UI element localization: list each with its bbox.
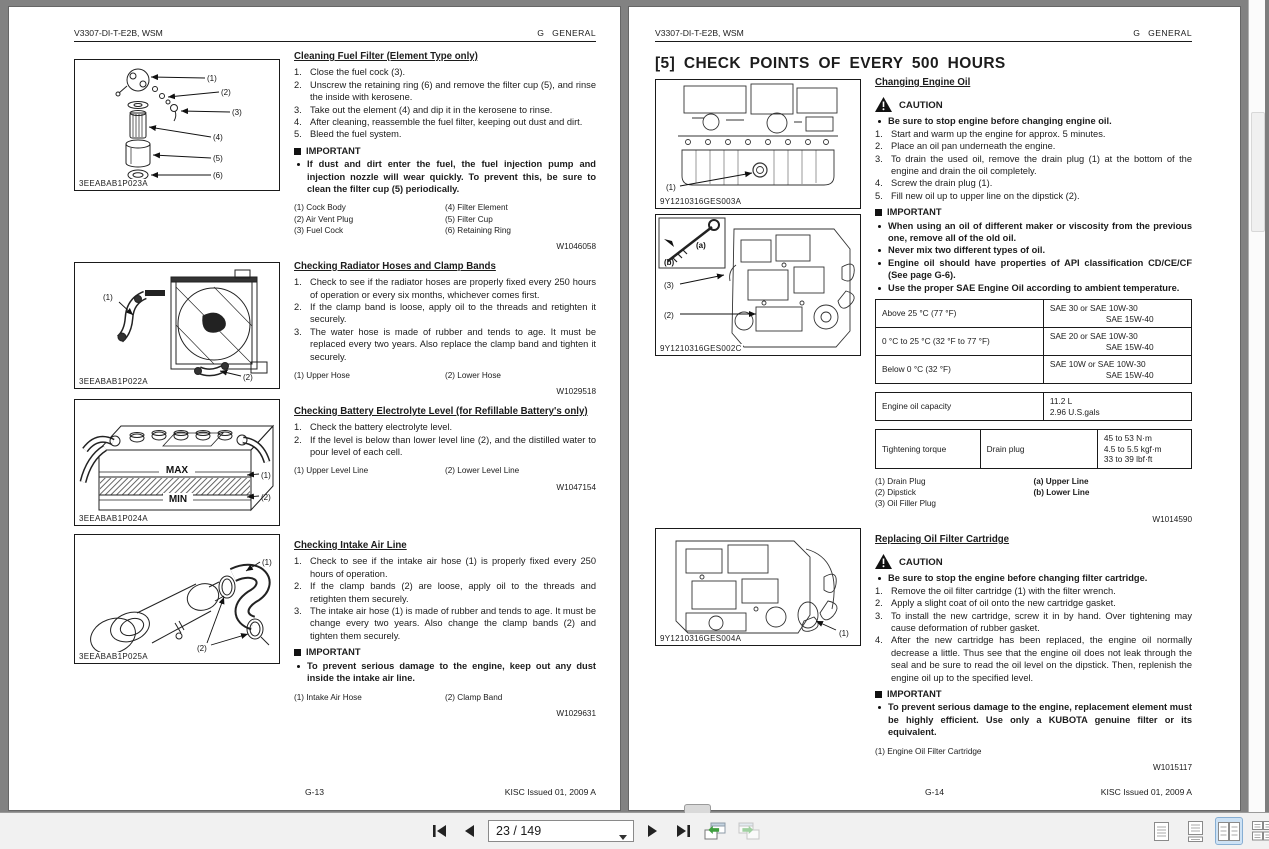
step-number: 1.	[294, 277, 302, 288]
legend-item: (2) Clamp Band	[445, 692, 503, 702]
table-row	[876, 430, 1192, 469]
important-bullet	[875, 282, 1192, 294]
section-heading: Checking Battery Electrolyte Level (for Refillable Battery's only)	[294, 405, 588, 417]
important-label: IMPORTANT	[887, 688, 942, 699]
single-page-icon	[1153, 821, 1170, 842]
figure-legend	[294, 692, 596, 703]
step-number: 2.	[294, 301, 302, 312]
oil-grade: SAE 15W-40	[1105, 341, 1154, 352]
step	[294, 605, 596, 642]
step-number: 5.	[294, 129, 302, 140]
section-code: G GENERAL	[1133, 28, 1192, 38]
table-row	[876, 300, 1192, 328]
table-cell	[1043, 393, 1191, 421]
page-g14	[629, 7, 1240, 810]
figure-legend	[875, 746, 1192, 757]
table-cell	[1043, 328, 1191, 356]
next-view-icon	[737, 822, 761, 841]
page-number: G-14	[924, 787, 945, 797]
step	[294, 104, 596, 116]
important-label: IMPORTANT	[887, 207, 942, 218]
step-text: Remove the oil filter cartridge (1) with the filter wrench.	[891, 585, 1116, 596]
first-page-button[interactable]	[428, 819, 450, 843]
step-text: Close the fuel cock (3).	[310, 67, 406, 78]
legend-item: (2) Lower Hose	[445, 371, 501, 381]
step-number: 1.	[294, 422, 302, 433]
step	[294, 301, 596, 326]
next-page-button[interactable]	[642, 819, 664, 843]
table-cell	[1043, 300, 1191, 328]
figure-label: (6)	[213, 171, 223, 180]
section-cleaning-fuel-filter	[294, 51, 596, 254]
table-cell: Below 0 °C (32 °F)	[876, 356, 1044, 384]
figure-caption: 3EEABAB1P023A	[79, 179, 148, 188]
ref-code: W1046058	[556, 242, 596, 252]
oil-grade: SAE 15W-40	[1105, 369, 1154, 380]
step	[875, 610, 1192, 635]
page-number-combobox[interactable]	[488, 820, 634, 842]
ref-code: W1029518	[556, 387, 596, 397]
step	[875, 597, 1192, 609]
step-text: If the clamp bands (2) are loose, apply oil to the threads and retighten them securely.	[310, 581, 596, 604]
section-changing-engine-oil	[875, 77, 1192, 527]
step-number: 1.	[875, 585, 883, 596]
scrollbar-thumb[interactable]	[1251, 112, 1265, 232]
step	[294, 326, 596, 363]
chapter-title: [5] CHECK POINTS OF EVERY 500 HOURS	[655, 55, 1006, 72]
capacity-value: 2.96 U.S.gals	[1049, 406, 1100, 417]
figure-radiator	[74, 262, 280, 389]
figure-label: (1)	[261, 471, 271, 480]
inset-label: (a)	[696, 241, 706, 250]
figure-label: (3)	[232, 108, 242, 117]
step	[294, 128, 596, 140]
bullet-icon	[875, 572, 888, 584]
figure-dipstick	[655, 214, 861, 356]
step	[875, 177, 1192, 189]
torque-value: 45 to 53 N·m	[1103, 433, 1152, 444]
ref-code: W1015117	[1153, 762, 1192, 772]
important-text: Use the proper SAE Engine Oil according to ambient temperature.	[888, 282, 1180, 293]
step	[294, 276, 596, 301]
figure-drain-plug	[655, 79, 861, 209]
figure-label: (2)	[243, 373, 253, 382]
figure-label: (5)	[213, 154, 223, 163]
section-radiator-hoses	[294, 261, 596, 399]
step-text: If the clamp band is loose, apply oil to the threads and retighten it securely.	[310, 301, 596, 325]
step	[875, 190, 1192, 202]
step-number: 4.	[294, 117, 302, 128]
important-square-icon	[875, 691, 882, 698]
important-bullet	[294, 660, 596, 685]
important-bullet	[875, 244, 1192, 256]
legend-item: (1) Intake Air Hose	[294, 692, 362, 702]
bullet-icon	[875, 257, 888, 282]
ref-code: W1014590	[1152, 515, 1192, 525]
step-text: Apply a slight coat of oil onto the new cartridge gasket.	[891, 598, 1116, 609]
last-page-button[interactable]	[672, 819, 694, 843]
next-view-button[interactable]	[736, 819, 762, 843]
step-number: 1.	[294, 556, 302, 567]
caution-text: Be sure to stop the engine before changing filter cartridge.	[888, 573, 1148, 584]
legend-item: (2) Dipstick	[875, 487, 916, 497]
toolbar-handle-notch[interactable]	[684, 804, 711, 813]
figure-fuel-filter	[74, 59, 280, 191]
section-heading: Changing Engine Oil	[875, 77, 971, 88]
section-intake-air-line	[294, 540, 596, 720]
figure-legend	[294, 370, 596, 381]
page-number: G-13	[304, 787, 325, 797]
doc-model-code: V3307-DI-T-E2B, WSM	[74, 28, 163, 38]
caution-bullet	[875, 572, 1192, 584]
step	[294, 555, 596, 580]
step-number: 3.	[875, 153, 883, 164]
caution-heading	[875, 554, 1192, 569]
step-number: 1.	[294, 67, 302, 78]
battery-illustration	[75, 400, 279, 525]
step-number: 2.	[875, 598, 883, 609]
section-heading: Checking Radiator Hoses and Clamp Bands	[294, 260, 496, 272]
page-header	[74, 28, 596, 42]
single-page-view-button[interactable]	[1148, 818, 1174, 844]
important-heading	[875, 206, 1192, 218]
important-text: To prevent serious damage to the engine, keep out any dust inside the intake air line.	[307, 660, 596, 684]
step	[294, 79, 596, 104]
radiator-illustration	[75, 263, 279, 388]
step-number: 3.	[294, 326, 302, 337]
capacity-value: 11.2 L	[1049, 396, 1073, 407]
legend-item: (5) Filter Cup	[445, 214, 493, 224]
caution-icon	[875, 554, 892, 569]
step	[294, 66, 596, 78]
figure-caption: 3EEABAB1P025A	[79, 652, 148, 661]
step-number: 2.	[294, 434, 302, 445]
battery-min-label: MIN	[168, 494, 188, 505]
bullet-icon	[875, 282, 888, 294]
dipstick-illustration	[656, 215, 860, 355]
previous-page-icon	[463, 824, 475, 838]
table-cell	[1097, 430, 1191, 469]
bullet-icon	[875, 115, 888, 127]
figure-caption: 3EEABAB1P024A	[79, 514, 148, 523]
step-text: Fill new oil up to upper line on the dipstick (2).	[891, 190, 1080, 201]
tightening-torque-table	[875, 429, 1192, 469]
dropdown-arrow-icon[interactable]	[619, 829, 627, 843]
figure-label: (2)	[221, 88, 231, 97]
step-number: 5.	[875, 190, 883, 201]
step-text: Check the battery electrolyte level.	[310, 422, 453, 433]
caution-label: CAUTION	[899, 100, 943, 111]
legend-item: (b) Lower Line	[1033, 487, 1090, 497]
table-cell: Above 25 °C (77 °F)	[876, 300, 1044, 328]
important-square-icon	[294, 148, 301, 155]
step-number: 2.	[294, 79, 302, 90]
legend-item: (1) Upper Level Line	[294, 466, 369, 476]
step	[875, 153, 1192, 178]
step-text: Unscrew the retaining ring (6) and remove the filter cup (5), and rinse the inside with kerosene.	[310, 79, 596, 103]
bullet-icon	[294, 158, 307, 195]
last-page-icon	[675, 824, 692, 838]
oil-filter-illustration	[656, 529, 860, 645]
bullet-icon	[875, 220, 888, 245]
page-footer	[9, 787, 620, 798]
step	[294, 434, 596, 459]
page-footer	[629, 787, 1240, 798]
important-square-icon	[294, 649, 301, 656]
step-text: Check to see if the intake air hose (1) is properly fixed every 250 hours of operation.	[310, 556, 596, 579]
figure-legend	[875, 476, 1192, 510]
important-heading	[294, 145, 596, 157]
table-cell: Drain plug	[980, 430, 1097, 469]
step-text: The intake air hose (1) is made of rubber and tends to age. It must be change every two years. Also change the clamp bands (2) and tighten them securely.	[310, 606, 596, 641]
step	[294, 580, 596, 605]
important-bullet	[875, 257, 1192, 282]
next-page-icon	[647, 824, 659, 838]
figure-oil-filter	[655, 528, 861, 646]
figure-label: (1)	[207, 74, 217, 83]
step	[875, 140, 1192, 152]
inset-label: (b)	[664, 258, 675, 267]
step-number: 2.	[294, 581, 302, 592]
torque-value: 33 to 39 lbf·ft	[1103, 454, 1153, 465]
doc-model-code: V3307-DI-T-E2B, WSM	[655, 28, 744, 38]
step-text: Start and warm up the engine for approx. 5 minutes.	[891, 128, 1106, 139]
step-text: After the new cartridge has been replaced, the engine oil normally decrease a little. Thus see that the engine oil does not leak through the seal and be sure to read the oil level on the dipstick. Then, replenish the engine oil up to the specified level.	[891, 635, 1192, 683]
intake-air-illustration	[75, 535, 279, 663]
bullet-icon	[875, 244, 888, 256]
step-number: 1.	[875, 128, 883, 139]
figure-legend	[294, 202, 596, 236]
step-text: Screw the drain plug (1).	[891, 178, 993, 189]
section-code: G GENERAL	[537, 28, 596, 38]
table-cell: Tightening torque	[876, 430, 981, 469]
important-bullet	[875, 220, 1192, 245]
figure-label: (1)	[103, 293, 113, 302]
legend-item: (3) Fuel Cock	[294, 226, 344, 236]
figure-label: (2)	[261, 493, 271, 502]
page-g13	[9, 7, 620, 810]
important-bullet	[875, 701, 1192, 738]
legend-item: (4) Filter Element	[445, 203, 508, 213]
step	[875, 634, 1192, 684]
legend-item: (a) Upper Line	[1033, 476, 1089, 486]
legend-item: (2) Lower Level Line	[445, 466, 520, 476]
caution-text: Be sure to stop engine before changing engine oil.	[888, 116, 1112, 127]
figure-label: (1)	[666, 183, 676, 192]
fuel-filter-illustration	[75, 60, 279, 190]
important-label: IMPORTANT	[306, 647, 361, 658]
table-cell: 0 °C to 25 °C (32 °F to 77 °F)	[876, 328, 1044, 356]
vertical-scrollbar[interactable]	[1248, 0, 1265, 812]
continuous-page-icon	[1187, 820, 1204, 842]
ref-code: W1029631	[556, 708, 596, 718]
bullet-icon	[294, 660, 307, 685]
torque-value: 4.5 to 5.5 kgf·m	[1103, 443, 1162, 454]
figure-label: (2)	[197, 644, 207, 653]
step	[294, 421, 596, 433]
legend-item: (3) Oil Filler Plug	[875, 499, 936, 509]
important-heading	[294, 646, 596, 658]
two-page-view-button[interactable]	[1216, 818, 1242, 844]
section-heading: Checking Intake Air Line	[294, 540, 407, 552]
figure-caption: 9Y1210316GES003A	[660, 197, 742, 206]
important-square-icon	[875, 209, 882, 216]
important-text: Never mix two different types of oil.	[888, 245, 1046, 256]
figure-intake-air-line	[74, 534, 280, 664]
step-number: 2.	[875, 141, 883, 152]
table-cell: Engine oil capacity	[876, 393, 1044, 421]
oil-grade: SAE 15W-40	[1105, 313, 1154, 324]
first-page-icon	[431, 824, 448, 838]
step-text: Bleed the fuel system.	[310, 129, 402, 140]
caution-bullet	[875, 115, 1192, 127]
window-edge	[1265, 0, 1269, 812]
drain-plug-illustration	[656, 80, 860, 208]
page-header	[655, 28, 1192, 42]
table-row	[876, 328, 1192, 356]
caution-label: CAUTION	[899, 556, 943, 568]
figure-caption: 9Y1210316GES002C	[660, 344, 742, 353]
battery-max-label: MAX	[165, 465, 189, 476]
important-bullet	[294, 158, 596, 195]
step-text: Take out the element (4) and dip it in the kerosene to rinse.	[310, 104, 553, 115]
step-text: Check to see if the radiator hoses are properly fixed every 250 hours of operation or every six months, whichever comes first.	[310, 277, 596, 300]
figure-label: (3)	[664, 281, 674, 290]
step-number: 4.	[875, 178, 883, 189]
oil-capacity-table	[875, 392, 1192, 421]
step-number: 3.	[294, 104, 302, 115]
step-number: 4.	[875, 635, 883, 646]
step-text: To install the new cartridge, screw it in by hand. Over tightening may cause deformation of rubber gasket.	[891, 610, 1192, 633]
important-label: IMPORTANT	[306, 145, 361, 156]
table-row	[876, 356, 1192, 384]
important-heading	[875, 688, 1192, 700]
step-text: Place an oil pan underneath the engine.	[891, 141, 1056, 152]
oil-grade: SAE 30 or SAE 10W-30	[1049, 303, 1138, 314]
table-cell	[1043, 356, 1191, 384]
figure-legend	[294, 465, 596, 476]
figure-label: (2)	[664, 311, 674, 320]
figure-caption: 3EEABAB1P022A	[79, 377, 148, 386]
section-battery-electrolyte	[294, 406, 596, 494]
figure-caption: 9Y1210316GES004A	[660, 634, 742, 643]
figure-label: (1)	[262, 558, 272, 567]
step-text: If the level is below than lower level line (2), and the distilled water to pour level of each cell.	[310, 434, 596, 457]
important-text: Engine oil should have properties of API classification CD/CE/CF (See page G-6).	[888, 257, 1192, 281]
figure-battery	[74, 399, 280, 526]
caution-heading	[875, 97, 1192, 112]
legend-item: (1) Upper Hose	[294, 371, 350, 381]
step-text: The water hose is made of rubber and tends to age. It must be replaced every two years. Also replace the clamp band and tighten it securely.	[310, 326, 596, 362]
bullet-icon	[875, 701, 888, 738]
two-page-continuous-view-button[interactable]	[1250, 818, 1269, 844]
step-number: 3.	[294, 606, 302, 617]
previous-view-icon	[703, 822, 727, 841]
previous-page-button[interactable]	[458, 819, 480, 843]
issue-code: KISC Issued 01, 2009 A	[1100, 787, 1192, 797]
legend-item: (6) Retaining Ring	[445, 226, 511, 236]
viewer-toolbar	[0, 812, 1269, 849]
important-text: To prevent serious damage to the engine, replacement element must be highly efficient. Use only a KUBOTA genuine filter or its equivalent.	[888, 702, 1192, 738]
page-indicator-text[interactable]: 23 / 149	[496, 824, 542, 838]
important-text: If dust and dirt enter the fuel, the fuel injection pump and injection nozzle will wear quickly. To prevent this, be sure to clean the filter cup (5) periodically.	[307, 159, 596, 195]
oil-grade: SAE 20 or SAE 10W-30	[1049, 331, 1138, 342]
step	[875, 585, 1192, 597]
oil-viscosity-table	[875, 299, 1192, 384]
legend-item: (1) Drain Plug	[875, 476, 926, 486]
caution-icon	[875, 97, 892, 112]
important-text: When using an oil of different maker or viscosity from the previous one, remove all of the old oil.	[888, 220, 1192, 244]
step	[294, 116, 596, 128]
previous-view-button[interactable]	[702, 819, 728, 843]
issue-code: KISC Issued 01, 2009 A	[504, 787, 596, 797]
step-text: To drain the used oil, remove the drain plug (1) at the bottom of the engine and drain the oil completely.	[891, 153, 1192, 177]
section-replacing-oil-filter	[875, 534, 1192, 774]
section-heading: Cleaning Fuel Filter (Element Type only)	[294, 51, 478, 62]
step	[875, 128, 1192, 140]
section-heading: Replacing Oil Filter Cartridge	[875, 533, 1010, 545]
two-page-icon	[1217, 821, 1241, 842]
legend-item: (1) Cock Body	[294, 203, 346, 213]
figure-label: (1)	[839, 629, 849, 638]
table-row	[876, 393, 1192, 421]
step-number: 3.	[875, 610, 883, 621]
continuous-view-button[interactable]	[1182, 818, 1208, 844]
legend-item: (1) Engine Oil Filter Cartridge	[875, 746, 982, 756]
ref-code: W1047154	[556, 482, 596, 492]
step-text: After cleaning, reassemble the fuel filter, keeping out dust and dirt.	[310, 117, 583, 128]
two-page-continuous-icon	[1251, 820, 1269, 842]
legend-item: (2) Air Vent Plug	[294, 214, 354, 224]
oil-grade: SAE 10W or SAE 10W-30	[1049, 359, 1146, 370]
figure-label: (4)	[213, 133, 223, 142]
